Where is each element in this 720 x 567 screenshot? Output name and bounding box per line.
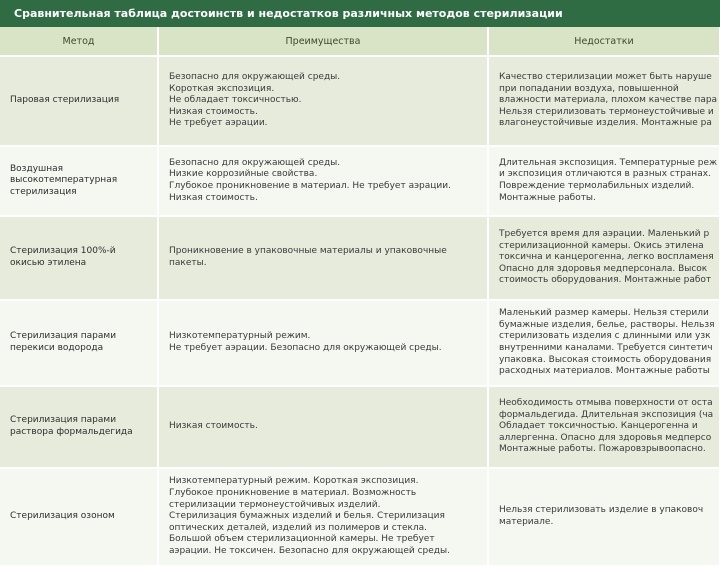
column-header-method: Метод bbox=[0, 27, 158, 56]
cons-line: упаковка. Высокая стоимость оборудования bbox=[499, 354, 712, 365]
pros-line: Низкие коррозийные свойства. bbox=[169, 169, 318, 180]
cons-line: материале. bbox=[499, 517, 554, 527]
table-row bbox=[0, 386, 720, 468]
pros-cell bbox=[158, 468, 488, 566]
cons-line: Нельзя стерилизовать термонеустойчивые и bbox=[499, 106, 714, 117]
cons-cell bbox=[488, 216, 720, 300]
method-cell: Паровая стерилизация bbox=[0, 56, 158, 146]
pros-line: Низкая стоимость. bbox=[169, 192, 258, 203]
cons-line: Необходимость отмыва поверхности от оста bbox=[499, 398, 713, 409]
cons-line: влагонеустойчивые изделия. Монтажные ра bbox=[499, 118, 712, 129]
comparison-table bbox=[0, 27, 720, 567]
pros-line: Не требует аэрации. Безопасно для окружающей среды. bbox=[169, 343, 442, 353]
cons-cell bbox=[488, 468, 720, 566]
cons-line: Монтажные работы. Пожаровзрывоопасно. bbox=[499, 444, 706, 455]
pros-line: оптических деталей, изделий из полимеров и стекла. bbox=[169, 522, 428, 533]
cons-line: стерилизовать изделия с длинными или узк bbox=[499, 331, 711, 342]
cons-line: Нельзя стерилизовать изделие в упаковоч bbox=[499, 505, 704, 516]
cons-line: Обладает токсичностью. Канцерогенна и bbox=[499, 421, 698, 432]
cons-cell bbox=[488, 386, 720, 468]
cons-line: и экспозиция отличаются в разных странах. bbox=[499, 169, 711, 180]
column-header-cons: Недостатки bbox=[488, 27, 720, 56]
pros-line: пакеты. bbox=[169, 258, 207, 268]
pros-line: Стерилизация бумажных изделий и белья. Стерилизация bbox=[169, 511, 445, 522]
method-cell: Стерилизация парами перекиси водорода bbox=[0, 300, 158, 386]
cons-line: при попадании воздуха, повышенной bbox=[499, 83, 679, 94]
method-cell: Воздушная высокотемпературная стерилизация bbox=[0, 146, 158, 216]
cons-line: аллергенна. Опасно для здоровья медперсо bbox=[499, 432, 712, 443]
pros-line: Большой объем стерилизационной камеры. Не требует bbox=[169, 534, 435, 545]
method-cell: Стерилизация парами раствора формальдегида bbox=[0, 386, 158, 468]
cons-line: Длительная экспозиция. Температурные реж bbox=[499, 157, 718, 168]
cons-line: стоимость оборудования. Монтажные работ bbox=[499, 275, 712, 286]
header-row bbox=[0, 27, 720, 56]
cons-line: влажности материала, плохом качестве пара bbox=[499, 95, 718, 106]
pros-line: Низкотемпературный режим. bbox=[169, 331, 311, 342]
table-row bbox=[0, 216, 720, 300]
pros-line: Глубокое проникновение в материал. Не требует аэрации. bbox=[169, 181, 451, 191]
pros-cell bbox=[158, 300, 488, 386]
pros-cell bbox=[158, 56, 488, 146]
table-title: Сравнительная таблица достоинств и недостатков различных методов стерилизации bbox=[0, 0, 720, 27]
method-cell: Стерилизация озоном bbox=[0, 468, 158, 566]
cons-line: Опасно для здоровья медперсонала. Высок bbox=[499, 263, 708, 274]
cons-line: стерилизационной камеры. Окись этилена bbox=[499, 240, 704, 251]
cons-line: Качество стерилизации может быть наруше bbox=[499, 72, 712, 83]
table-row bbox=[0, 146, 720, 216]
cons-line: Повреждение термолабильных изделий. bbox=[499, 181, 695, 191]
cons-cell bbox=[488, 56, 720, 146]
pros-line: Низкотемпературный режим. Короткая экспозиция. bbox=[169, 476, 419, 487]
column-header-pros: Преимущества bbox=[158, 27, 488, 56]
pros-line: Низкая стоимость. bbox=[169, 421, 258, 432]
pros-line: Проникновение в упаковочные материалы и упаковочные bbox=[169, 246, 447, 257]
table-row bbox=[0, 468, 720, 566]
pros-line: Безопасно для окружающей среды. bbox=[169, 72, 341, 83]
method-cell: Стерилизация 100%-й окисью этилена bbox=[0, 216, 158, 300]
pros-line: Короткая экспозиция. bbox=[169, 83, 275, 94]
pros-line: стерилизации термонеустойчивых изделий. bbox=[169, 499, 381, 510]
cons-line: внутренними каналами. Требуется синтетич bbox=[499, 343, 713, 353]
pros-line: аэрации. Не токсичен. Безопасно для окружающей среды. bbox=[169, 545, 450, 556]
pros-line: Безопасно для окружающей среды. bbox=[169, 157, 341, 168]
cons-cell bbox=[488, 300, 720, 386]
cons-line: Маленький размер камеры. Нельзя стерили bbox=[499, 308, 709, 319]
cons-line: токсична и канцерогенна, легко воспламеня bbox=[499, 252, 714, 263]
pros-cell bbox=[158, 146, 488, 216]
cons-line: расходных материалов. Монтажные работы bbox=[499, 366, 710, 377]
table-row bbox=[0, 300, 720, 386]
pros-line: Не обладает токсичностью. bbox=[169, 95, 302, 106]
pros-cell bbox=[158, 386, 488, 468]
pros-line: Низкая стоимость. bbox=[169, 106, 258, 117]
pros-line: Не требует аэрации. bbox=[169, 118, 268, 129]
cons-line: бумажные изделия, белье, растворы. Нельзя bbox=[499, 319, 715, 330]
cons-line: Требуется время для аэрации. Маленький р bbox=[499, 229, 710, 240]
cons-line: формальдегида. Длительная экспозиция (ча bbox=[499, 409, 714, 420]
table-row bbox=[0, 56, 720, 146]
pros-line: Глубокое проникновение в материал. Возможность bbox=[169, 488, 417, 499]
cons-line: Монтажные работы. bbox=[499, 192, 596, 203]
pros-cell bbox=[158, 216, 488, 300]
cons-cell bbox=[488, 146, 720, 216]
